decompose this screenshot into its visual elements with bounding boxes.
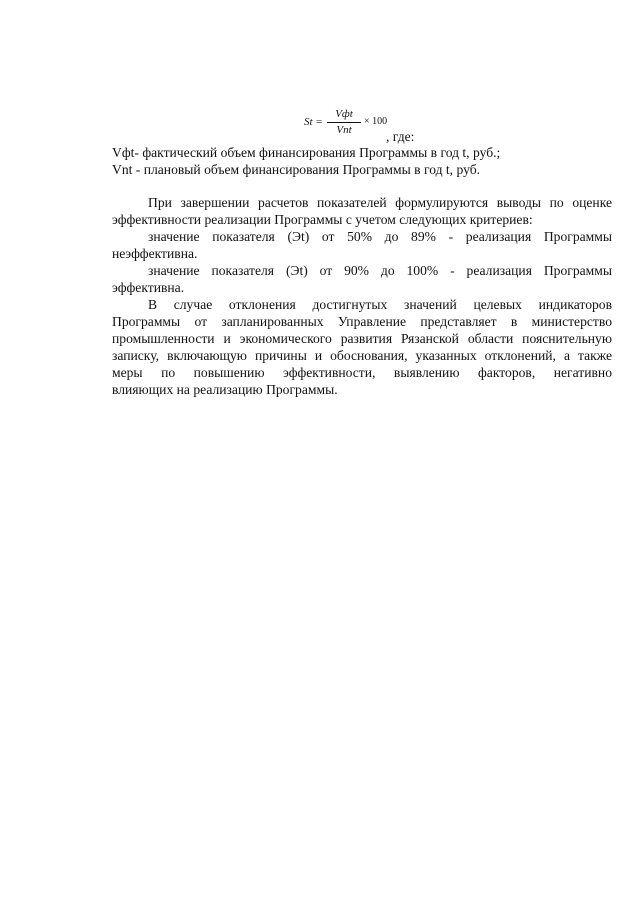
formula-lhs: St = xyxy=(304,116,323,128)
paragraph2-line2: Программы от запланированных Управление представляет в министерство xyxy=(112,314,612,329)
paragraph2-line1: В случае отклонения достигнутых значений целевых индикаторов xyxy=(148,297,612,312)
formula-suffix: , где: xyxy=(386,129,415,144)
paragraph2-line5: меры по повышению эффективности, выявлению факторов, негативно xyxy=(112,365,612,380)
definition-vnt: Vnt - плановый объем финансирования Программы в год t, руб. xyxy=(112,162,481,177)
fraction-bar xyxy=(327,122,361,123)
paragraph1-line2: эффективности реализации Программы с учетом следующих критериев: xyxy=(112,212,533,227)
formula-numerator: Vфt xyxy=(335,108,353,120)
formula-fraction xyxy=(327,108,361,137)
criterion1-line2: неэффективна. xyxy=(112,246,198,261)
definition-vft: Vфt- фактический объем финансирования Программы в год t, руб.; xyxy=(112,145,501,160)
formula-denominator: Vnt xyxy=(336,124,352,136)
paragraph2-line3: промышленности и экономического развития Рязанской области пояснительную xyxy=(112,331,612,346)
paragraph2-line6: влияющих на реализацию Программы. xyxy=(112,382,338,397)
paragraph1-line1: При завершении расчетов показателей формулируются выводы по оценке xyxy=(148,195,612,210)
criterion2-line1: значение показателя (Эt) от 90% до 100% - реализация Программы xyxy=(148,263,612,278)
formula-multiplier: × 100 xyxy=(364,116,388,127)
criterion1-line1: значение показателя (Эt) от 50% до 89% - реализация Программы xyxy=(148,229,612,244)
paragraph2-line4: записку, включающую причины и обоснования, указанных отклонений, а также xyxy=(112,348,612,363)
criterion2-line2: эффективна. xyxy=(112,280,185,295)
